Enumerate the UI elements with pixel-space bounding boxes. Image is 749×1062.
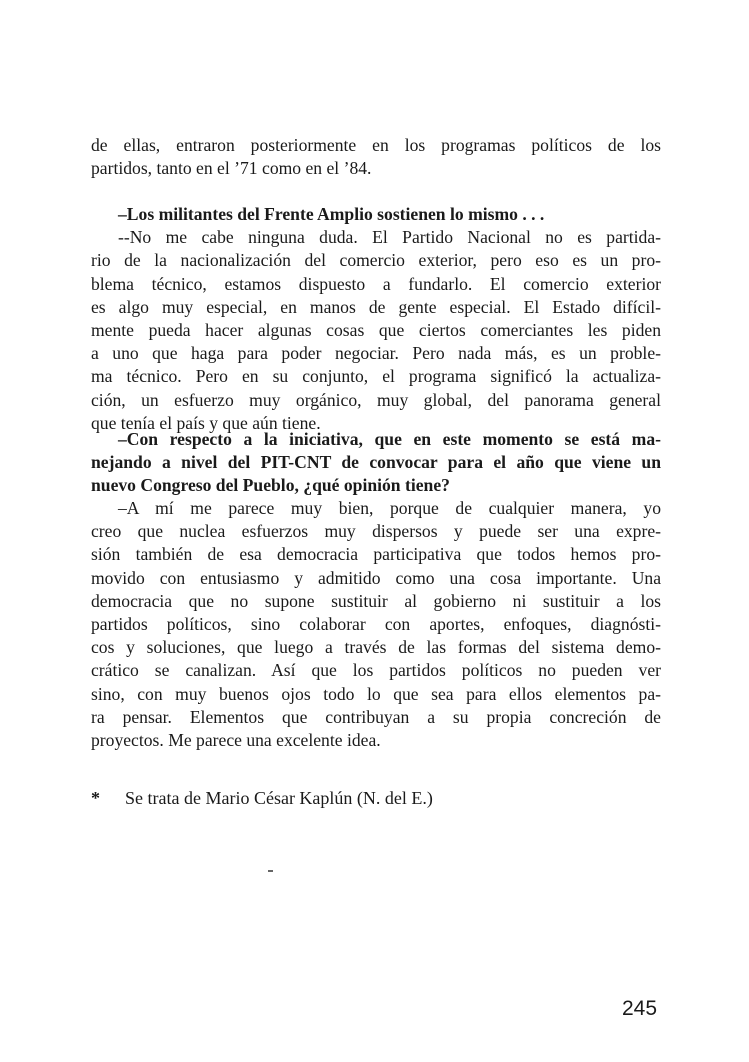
answer-line: democracia que no supone sustituir al gobierno ni sustituir a los	[91, 590, 661, 611]
answer-line: crático se canalizan. Así que los partidos políticos no pueden ver	[91, 660, 661, 681]
answer-2	[91, 497, 661, 752]
answer-line: --No me cabe ninguna duda. El Partido Nacional no es partida-	[118, 227, 661, 248]
answer-line: –A mí me parece muy bien, porque de cualquier manera, yo	[118, 498, 661, 518]
interview-exchange-1	[91, 203, 661, 435]
text-line: de ellas, entraron posteriormente en los programas políticos de los	[91, 135, 661, 155]
question-line: –Con respecto a la iniciativa, que en este momento se está ma-	[118, 429, 661, 449]
answer-line: es algo muy especial, en manos de gente especial. El Estado difícil-	[91, 296, 661, 317]
answer-line: ma técnico. Pero en su conjunto, el programa significó la actualiza-	[91, 366, 661, 387]
answer-line: partidos políticos, sino colaborar con aportes, enfoques, diagnósti-	[91, 614, 661, 635]
answer-line: rio de la nacionalización del comercio exterior, pero eso es un pro-	[91, 250, 661, 271]
paragraph-continuation	[91, 134, 661, 180]
answer-line: creo que nuclea esfuerzos muy dispersos y puede ser una expre-	[91, 521, 661, 542]
answer-line: cos y soluciones, que luego a través de las formas del sistema demo-	[91, 637, 661, 658]
answer-line: que tenía el país y que aún tiene.	[91, 412, 321, 433]
page-number: 245	[622, 997, 658, 1020]
answer-line: a uno que haga para poder negociar. Pero nada más, es un proble-	[91, 343, 661, 364]
question-line: nuevo Congreso del Pueblo, ¿qué opinión tiene?	[91, 475, 450, 496]
printing-speck	[268, 870, 273, 872]
text-line: partidos, tanto en el ’71 como en el ’84.	[91, 158, 372, 179]
footnote-asterisk: *	[91, 788, 100, 808]
answer-line: movido con entusiasmo y admitido como una cosa importante. Una	[91, 567, 661, 588]
answer-line: sino, con muy buenos ojos todo lo que sea para ellos elementos pa-	[91, 683, 661, 704]
question-2	[91, 428, 661, 498]
question-line: nejando a nivel del PIT-CNT de convocar para el año que viene un	[91, 452, 661, 473]
footnote	[91, 786, 433, 810]
answer-line: ción, un esfuerzo muy orgánico, muy global, del panorama general	[91, 389, 661, 410]
answer-line: proyectos. Me parece una excelente idea.	[91, 730, 381, 751]
answer-line: ra pensar. Elementos que contribuyan a su propia concreción de	[91, 706, 661, 727]
answer-line: blema técnico, estamos dispuesto a fundarlo. El comercio exterior	[91, 273, 661, 294]
footnote-text: Se trata de Mario César Kaplún (N. del E.)	[125, 788, 433, 808]
answer-line: mente pueda hacer algunas cosas que ciertos comerciantes les piden	[91, 320, 661, 341]
question-1: –Los militantes del Frente Amplio sostienen lo mismo . . .	[118, 204, 545, 224]
answer-line: sión también de esa democracia participativa que todos hemos pro-	[91, 544, 661, 565]
